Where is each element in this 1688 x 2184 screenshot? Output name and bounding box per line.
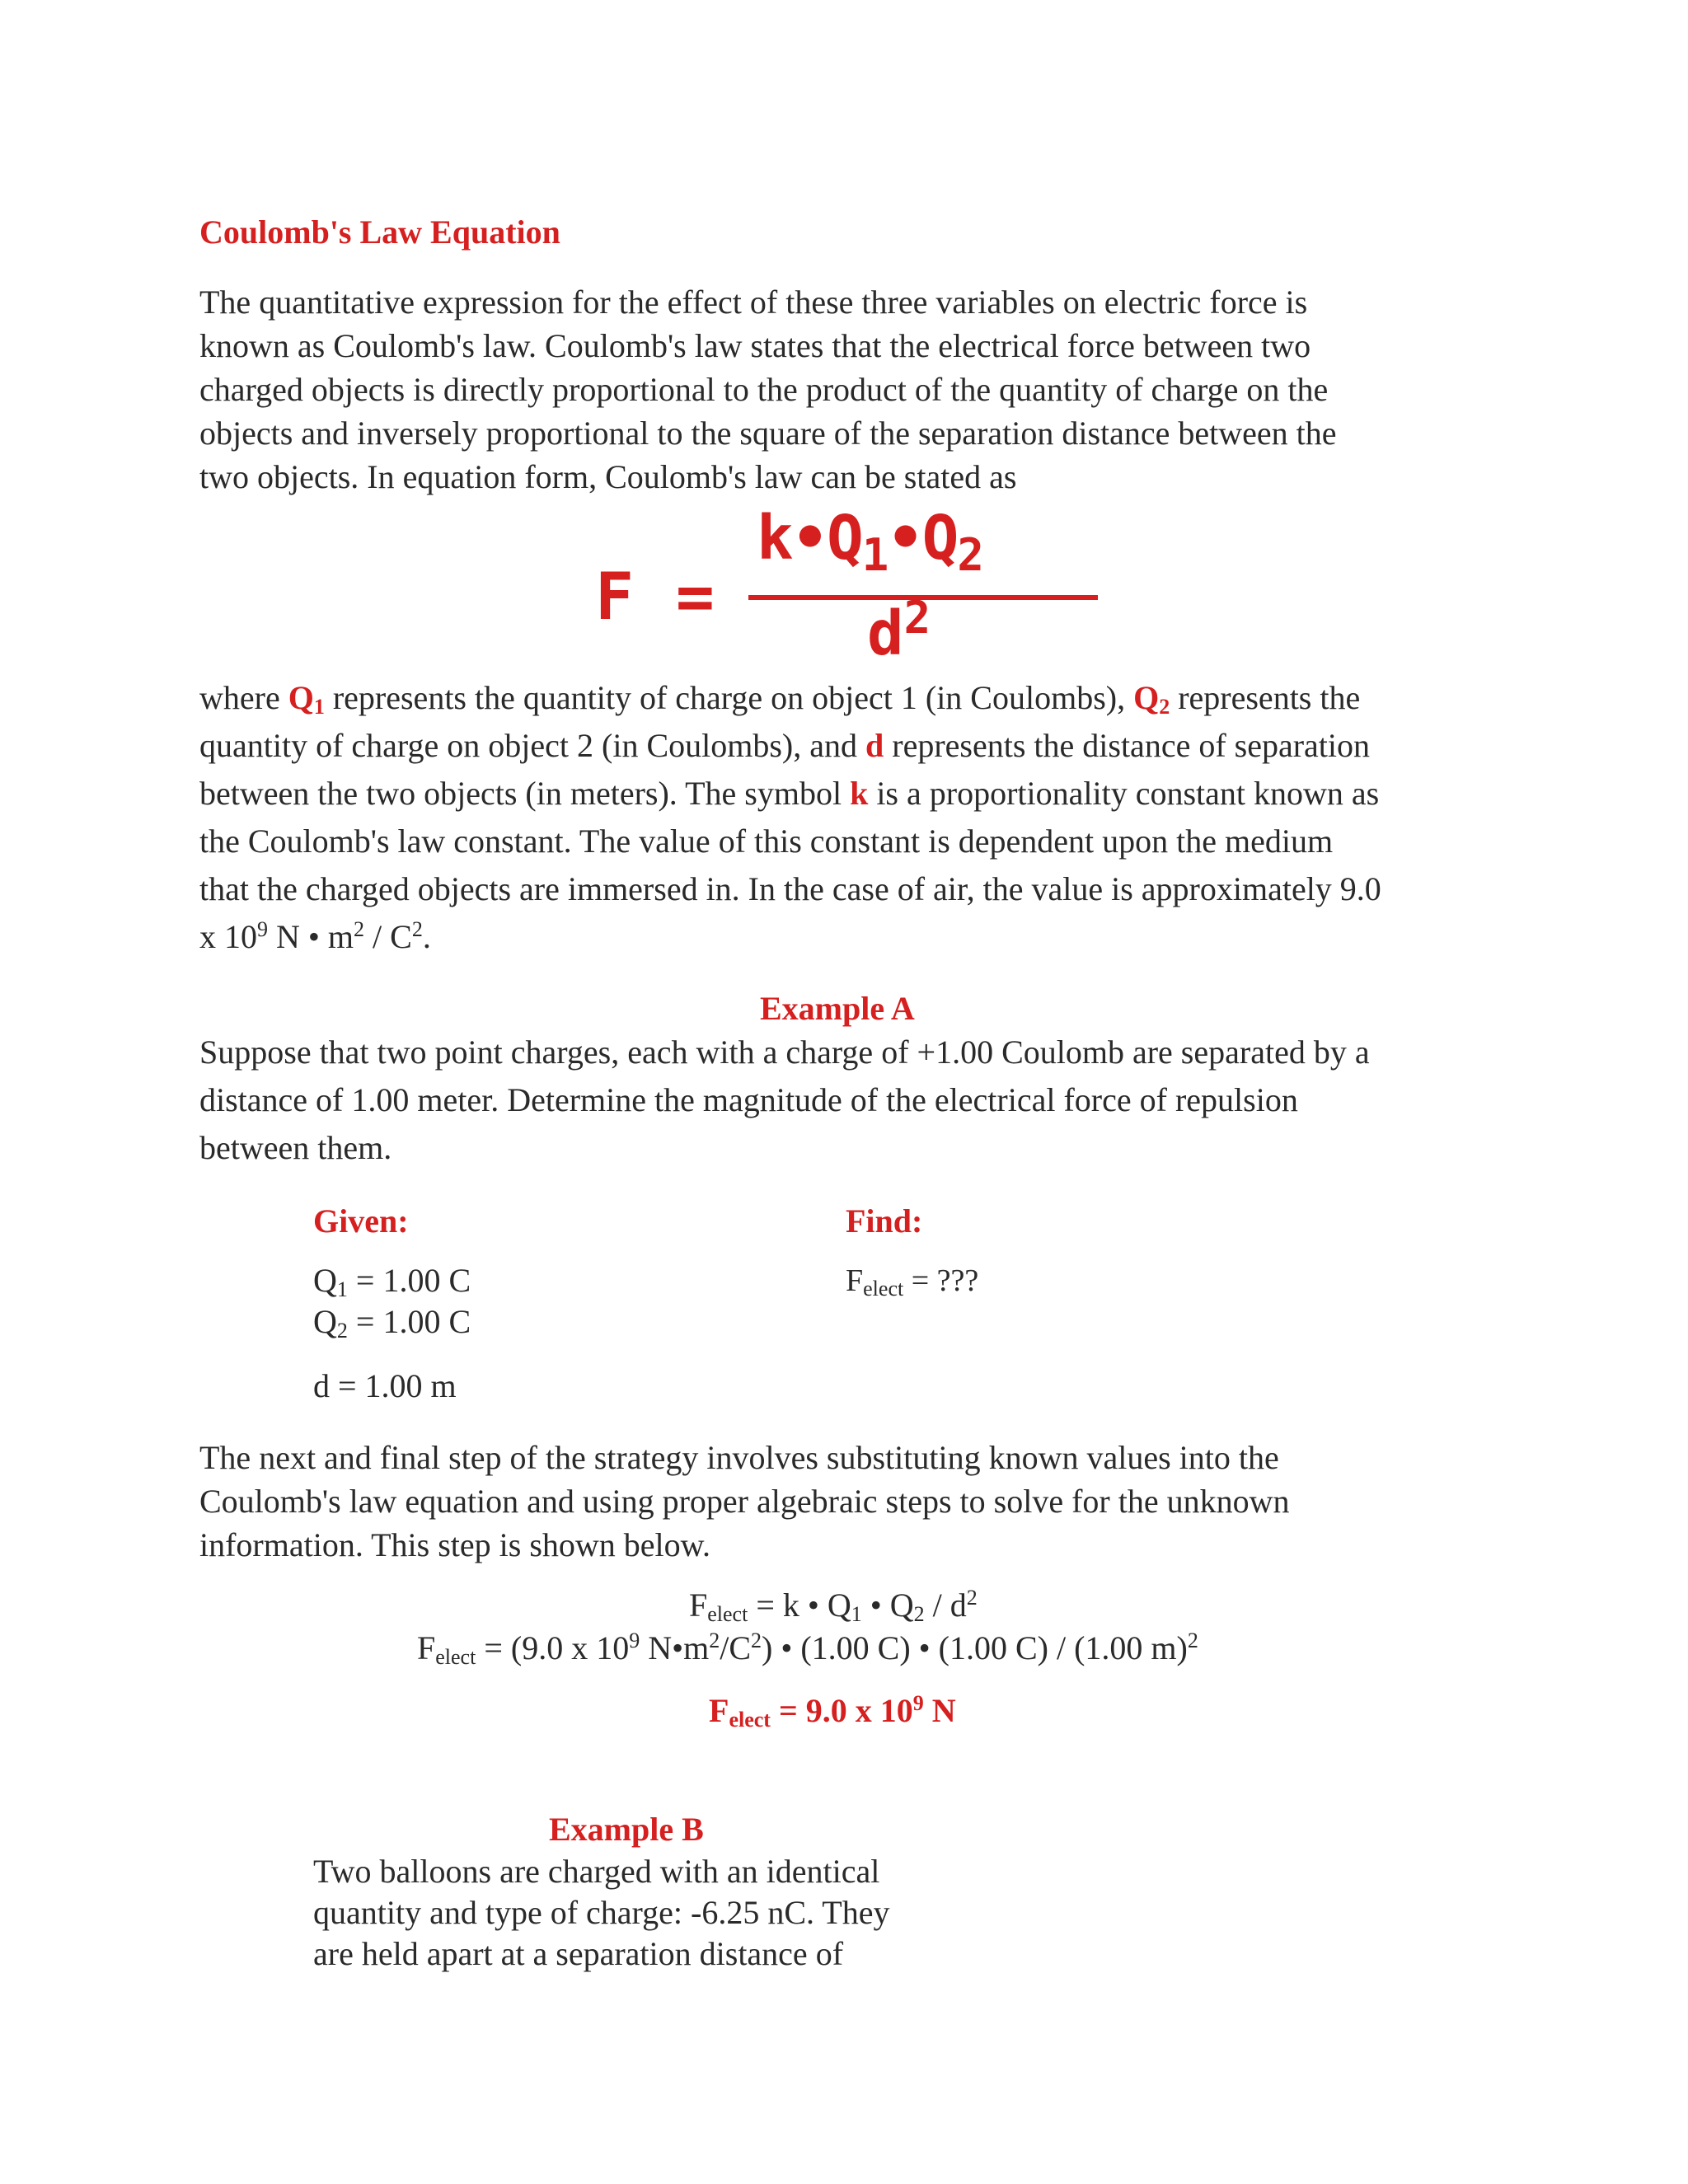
where-line: the Coulomb's law constant. The value of this constant is dependent upon the medium xyxy=(199,823,1334,860)
formula-numerator: $k•Q_1•Q_2$ xyxy=(757,503,982,581)
strategy-line: information. This step is shown below. xyxy=(199,1526,710,1563)
problem-line: Suppose that two point charges, each with a charge of +1.00 Coulomb are separated by a xyxy=(199,1033,1370,1071)
d-symbol: d xyxy=(865,727,884,764)
given-label: Given: xyxy=(313,1202,409,1240)
given-q1: $Q_1 = 1.00$ C xyxy=(313,1262,471,1301)
k-symbol: k xyxy=(850,775,869,812)
problem-line: quantity and type of charge: -6.25 nC. They xyxy=(313,1894,890,1931)
where-line: where $Q_1$ represents the quantity of charge on object 1 (in Coulombs), $Q_2$ represents the xyxy=(199,679,1361,719)
intro-line: The quantitative expression for the effect of these three variables on electric force is xyxy=(199,284,1308,321)
where-line: x $10^9$ N • $m^2 / C^2$. xyxy=(199,917,431,955)
where-line: that the charged objects are immersed in. In the case of air, the value is approximately 9.0 xyxy=(199,870,1381,907)
strategy-paragraph xyxy=(199,1436,1290,1567)
solution-equation-1: $F_{elect} = k$ • $Q_1$ • $Q_2 / d^2$ xyxy=(689,1586,978,1626)
formula-lhs: F = xyxy=(595,560,716,635)
problem-line: between them. xyxy=(199,1129,392,1166)
intro-line: objects and inversely proportional to the square of the separation distance between the xyxy=(199,415,1337,452)
page-title: Coulomb's Law Equation xyxy=(199,213,560,251)
solution-equation-2: $F_{elect} = (9.0$ x $10^9$ $N•m^2/C^2$) • (1.00 C) • (1.00 C) / (1.00 m)$^2$ xyxy=(417,1629,1198,1669)
problem-line: distance of 1.00 meter. Determine the magnitude of the electrical force of repulsion xyxy=(199,1081,1298,1118)
q1-symbol: $Q_1$ xyxy=(288,679,325,719)
example-a-problem xyxy=(199,1029,1370,1172)
where-line: quantity of charge on object 2 (in Coulombs), and d represents the distance of separation xyxy=(199,727,1371,764)
problem-line: Two balloons are charged with an identical xyxy=(313,1853,880,1890)
intro-line: known as Coulomb's law. Coulomb's law states that the electrical force between two xyxy=(199,327,1311,364)
problem-line: are held apart at a separation distance of xyxy=(313,1935,844,1972)
example-b-problem xyxy=(313,1851,889,1975)
example-b-heading: Example B xyxy=(549,1811,704,1848)
given-q2: $Q_2 = 1.00$ C xyxy=(313,1303,471,1343)
formula-denominator: $d^2$ xyxy=(867,592,931,669)
example-a-heading: Example A xyxy=(760,990,915,1027)
solution-result: $F_{elect} = 9.0$ x $10^9$ N xyxy=(709,1691,956,1732)
where-paragraph xyxy=(199,674,1381,961)
where-line: between the two objects (in meters). The symbol k is a proportionality constant known as xyxy=(199,775,1380,812)
q2-symbol: $Q_2$ xyxy=(1133,679,1170,719)
find-label: Find: xyxy=(846,1202,923,1240)
strategy-line: The next and final step of the strategy involves substituting known values into the xyxy=(199,1439,1279,1476)
intro-paragraph xyxy=(199,280,1337,499)
intro-line: charged objects is directly proportional to the product of the quantity of charge on the xyxy=(199,371,1329,408)
given-d: d = 1.00 m xyxy=(313,1367,457,1404)
find-felect: $F_{elect}$ = ??? xyxy=(846,1263,979,1301)
strategy-line: Coulomb's law equation and using proper algebraic steps to solve for the unknown xyxy=(199,1483,1290,1520)
intro-line: two objects. In equation form, Coulomb's law can be stated as xyxy=(199,458,1017,495)
